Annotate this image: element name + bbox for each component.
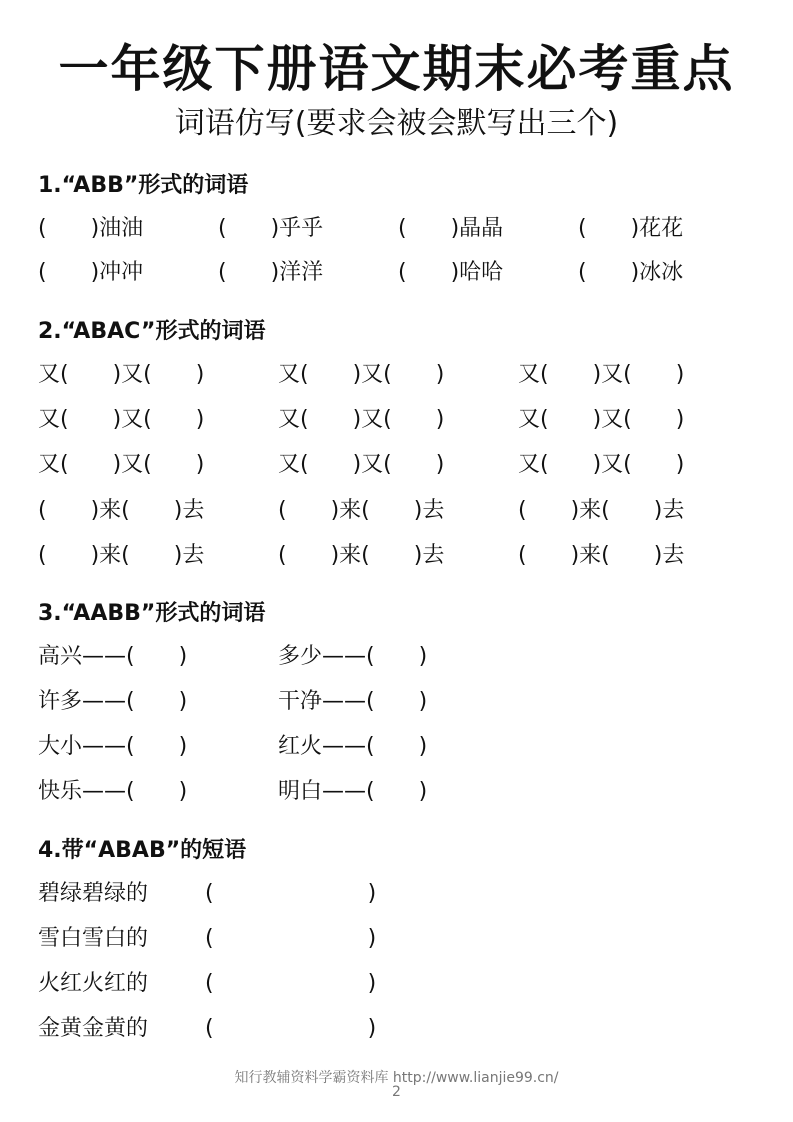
exercise-item: ( )洋洋 <box>218 260 324 285</box>
answer-blank: ( ) <box>205 926 377 951</box>
exercise-item: 又( )又( ) <box>38 362 205 387</box>
page-title: 一年级下册语文期末必考重点 <box>58 40 735 98</box>
exercise-item: ( )油油 <box>38 216 144 241</box>
exercise-item: ( )哈哈 <box>398 260 504 285</box>
exercise-item: 高兴——( ) <box>38 644 188 669</box>
exercise-item: 金黄金黄的 <box>38 1016 149 1041</box>
exercise-item: 雪白雪白的 <box>38 926 149 951</box>
exercise-item: 快乐——( ) <box>38 779 188 804</box>
answer-blank: ( ) <box>205 971 377 996</box>
exercise-item: 又( )又( ) <box>278 362 445 387</box>
exercise-item: 多少——( ) <box>278 644 428 669</box>
exercise-item: 又( )又( ) <box>518 407 685 432</box>
exercise-item: ( )来( )去 <box>38 498 205 523</box>
exercise-item: 明白——( ) <box>278 779 428 804</box>
exercise-item: 大小——( ) <box>38 734 188 759</box>
answer-blank: ( ) <box>205 1016 377 1041</box>
exercise-item: 干净——( ) <box>278 689 428 714</box>
exercise-item: ( )来( )去 <box>518 543 685 568</box>
footer-watermark: 知行教辅资料学霸资料库 http://www.lianjie99.cn/ <box>234 1070 559 1086</box>
exercise-item: ( )来( )去 <box>518 498 685 523</box>
exercise-item: ( )来( )去 <box>278 543 445 568</box>
exercise-item: ( )冰冰 <box>578 260 684 285</box>
exercise-item: ( )花花 <box>578 216 684 241</box>
exercise-item: ( )冲冲 <box>38 260 144 285</box>
exercise-item: 又( )又( ) <box>278 452 445 477</box>
section-1-heading: 1.“ABB”形式的词语 <box>38 173 249 198</box>
exercise-item: 又( )又( ) <box>38 452 205 477</box>
exercise-item: 火红火红的 <box>38 971 149 996</box>
exercise-item: 许多——( ) <box>38 689 188 714</box>
section-2-heading: 2.“ABAC”形式的词语 <box>38 319 266 344</box>
exercise-item: 红火——( ) <box>278 734 428 759</box>
page-subtitle: 词语仿写(要求会被会默写出三个) <box>174 106 619 141</box>
exercise-item: 碧绿碧绿的 <box>38 881 149 906</box>
exercise-item: ( )晶晶 <box>398 216 504 241</box>
exercise-item: ( )乎乎 <box>218 216 324 241</box>
exercise-item: 又( )又( ) <box>518 452 685 477</box>
exercise-item: 又( )又( ) <box>518 362 685 387</box>
section-4-heading: 4.带“ABAB”的短语 <box>38 838 247 863</box>
answer-blank: ( ) <box>205 881 377 906</box>
exercise-item: 又( )又( ) <box>278 407 445 432</box>
exercise-item: ( )来( )去 <box>278 498 445 523</box>
exercise-item: ( )来( )去 <box>38 543 205 568</box>
section-3-heading: 3.“AABB”形式的词语 <box>38 601 266 626</box>
page-number: 2 <box>392 1084 401 1100</box>
exercise-item: 又( )又( ) <box>38 407 205 432</box>
